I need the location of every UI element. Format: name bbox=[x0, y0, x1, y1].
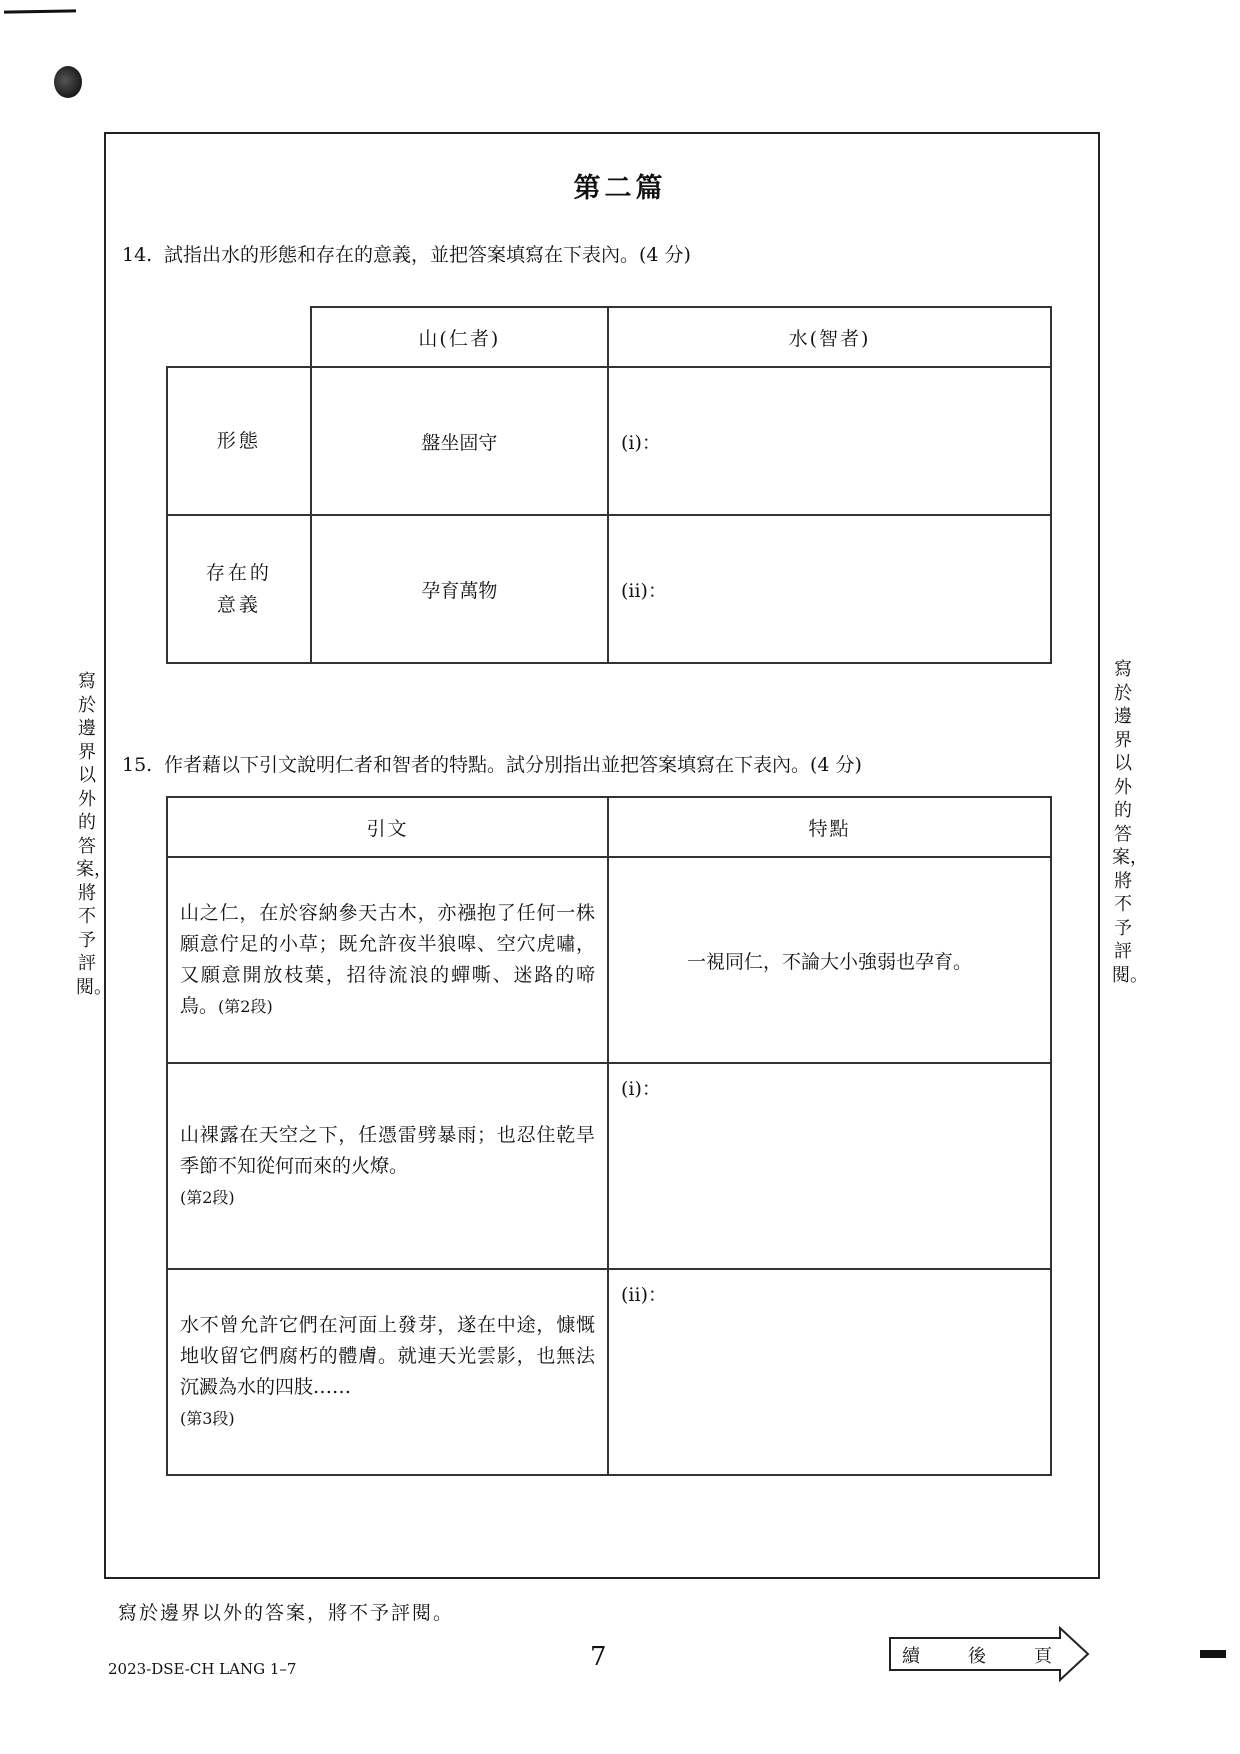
table-row bbox=[167, 515, 1051, 663]
quote-cell bbox=[167, 1063, 608, 1269]
continue-label bbox=[902, 1642, 1052, 1668]
header-quote: 引文 bbox=[167, 797, 608, 857]
question-15 bbox=[122, 750, 862, 777]
q14-table bbox=[166, 306, 1052, 664]
table-header-row bbox=[167, 307, 1051, 367]
header-water: 水(智者) bbox=[608, 307, 1051, 367]
answer-prefix: (ii)： bbox=[621, 1284, 667, 1306]
continue-char: 頁 bbox=[1034, 1646, 1052, 1667]
paragraph-ref: (第3段) bbox=[180, 1409, 235, 1428]
answer-prefix: (i)： bbox=[620, 431, 661, 454]
water-form-answer[interactable] bbox=[608, 367, 1051, 515]
quote-text: 山之仁，在於容納參天古木，亦襁抱了任何一株願意佇足的小草；既允許夜半狼嗥、空穴虎嘯，又願意開放枝葉，招待流浪的蟬嘶、迷路的啼鳥。 bbox=[180, 902, 596, 1017]
feature-answer-i[interactable] bbox=[608, 1063, 1051, 1269]
part-title: 第二篇 bbox=[573, 173, 667, 204]
row-label-line: 存在的 bbox=[205, 562, 272, 584]
answer-prefix: (ii)： bbox=[620, 579, 667, 602]
mountain-form-cell: 盤坐固守 bbox=[311, 367, 608, 515]
mountain-meaning-cell: 孕育萬物 bbox=[311, 515, 608, 663]
water-meaning-answer[interactable] bbox=[608, 515, 1051, 663]
quote-text: 山裸露在天空之下，任憑雷劈暴雨；也忍住乾旱季節不知從何而來的火燎。 bbox=[180, 1123, 596, 1177]
table-row bbox=[167, 1269, 1051, 1475]
row-label-line: 意義 bbox=[216, 594, 261, 616]
continue-char: 後 bbox=[968, 1646, 986, 1667]
quote-cell bbox=[167, 1269, 608, 1475]
side-note-right: 寫於邊界以外的答案，將不予評閱。 bbox=[1112, 659, 1148, 986]
question-number: 15. bbox=[122, 754, 153, 776]
footer-note: 寫於邊界以外的答案，將不予評閱。 bbox=[118, 1602, 455, 1624]
page-number: 7 bbox=[590, 1642, 607, 1672]
row-label-meaning bbox=[167, 515, 311, 663]
question-14 bbox=[122, 240, 691, 267]
table-header-row bbox=[167, 797, 1051, 857]
punch-hole-mark bbox=[54, 66, 82, 98]
feature-cell: 一視同仁，不論大小強弱也孕育。 bbox=[608, 857, 1051, 1063]
question-text: 作者藉以下引文說明仁者和智者的特點。試分別指出並把答案填寫在下表內。(4 分) bbox=[164, 754, 862, 776]
question-text: 試指出水的形態和存在的意義，並把答案填寫在下表內。(4 分) bbox=[164, 244, 691, 266]
continue-char: 續 bbox=[902, 1646, 920, 1667]
scan-mark-right bbox=[1200, 1650, 1226, 1658]
table-row bbox=[167, 857, 1051, 1063]
feature-answer-ii[interactable] bbox=[608, 1269, 1051, 1475]
blank-corner-cell bbox=[167, 307, 311, 367]
row-label-form: 形態 bbox=[167, 367, 311, 515]
side-note-left: 寫於邊界以外的答案，將不予評閱。 bbox=[76, 671, 112, 998]
table-row bbox=[167, 1063, 1051, 1269]
paragraph-ref: (第2段) bbox=[218, 997, 273, 1016]
q15-table bbox=[166, 796, 1052, 1476]
answer-prefix: (i)： bbox=[621, 1078, 661, 1100]
paper-code: 2023-DSE-CH LANG 1–7 bbox=[108, 1660, 297, 1678]
header-feature: 特點 bbox=[608, 797, 1051, 857]
table-row bbox=[167, 367, 1051, 515]
continue-arrow bbox=[888, 1626, 1094, 1682]
paragraph-ref: (第2段) bbox=[180, 1187, 235, 1207]
quote-text: 水不曾允許它們在河面上發芽，遂在中途，慷慨地收留它們腐朽的體膚。就連天光雲影，也無法沉澱為水的四肢…… bbox=[180, 1314, 596, 1398]
header-mountain: 山(仁者) bbox=[311, 307, 608, 367]
quote-cell bbox=[167, 857, 608, 1063]
scan-mark-top bbox=[4, 9, 76, 13]
question-number: 14. bbox=[122, 244, 153, 266]
